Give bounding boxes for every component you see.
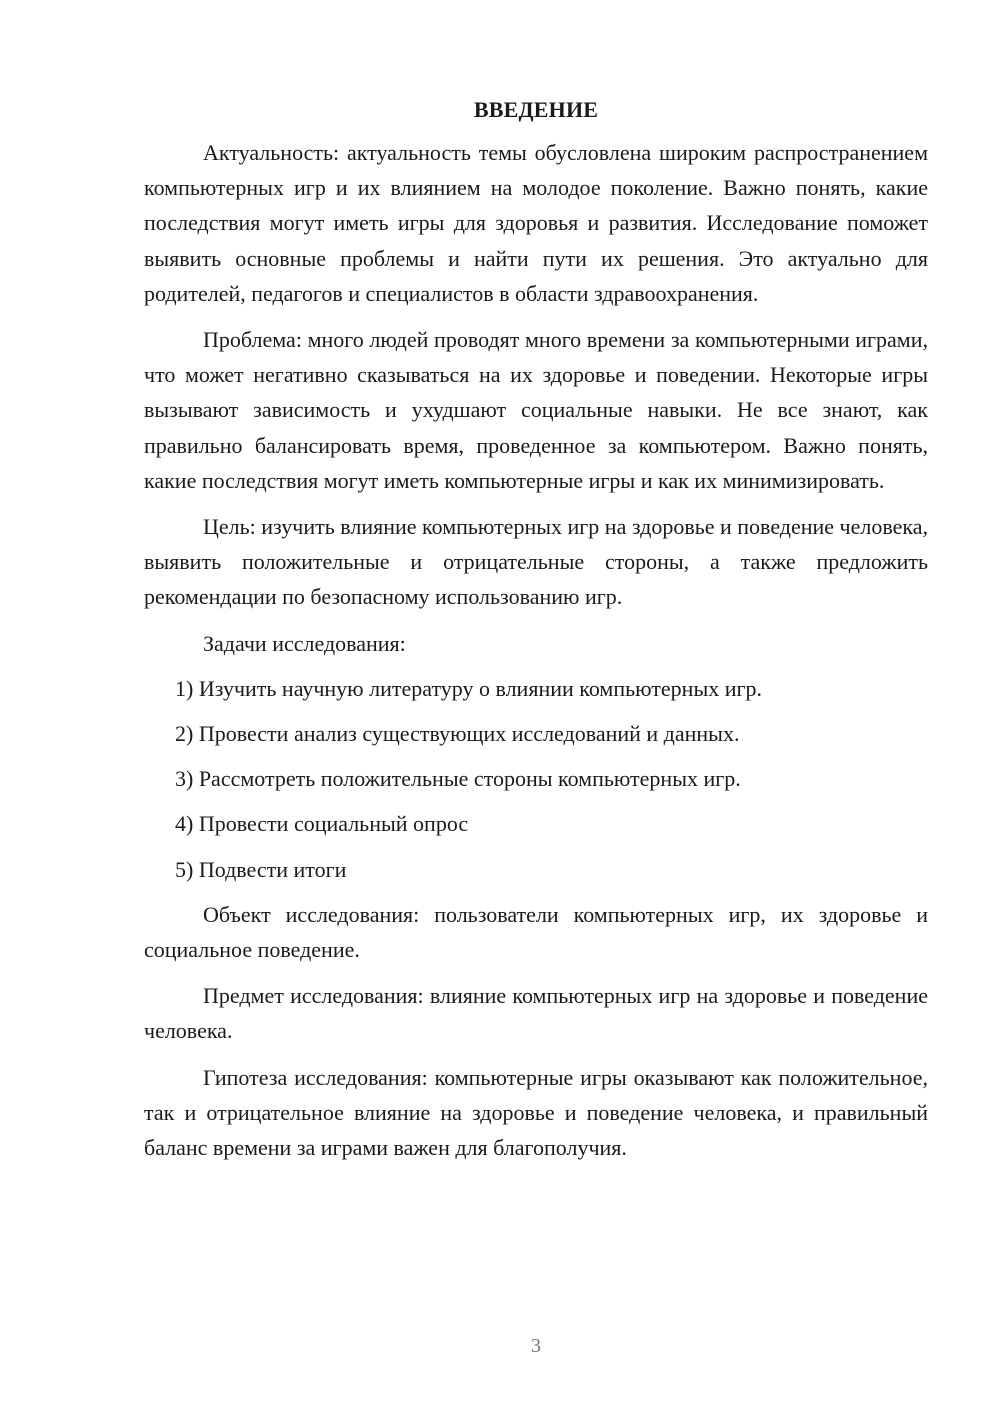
tasks-list — [144, 671, 928, 887]
task-item: 1) Изучить научную литературу о влиянии компьютерных игр. — [175, 675, 763, 701]
paragraph-object: Объект исследования: пользователи компьютерных игр, их здоровье и социальное поведение. — [144, 901, 928, 963]
paragraph-hypothesis: Гипотеза исследования: компьютерные игры оказывают как положительное, так и отрицательное влияние на здоровье и поведение человека, и правильный баланс времени за играми важен для благополучия. — [144, 1064, 928, 1161]
paragraph-subject: Предмет исследования: влияние компьютерных игр на здоровье и поведение человека. — [144, 983, 928, 1044]
section-title: ВВЕДЕНИЕ — [473, 97, 599, 122]
tasks-heading: Задачи исследования: — [203, 630, 406, 656]
paragraph-relevance: Актуальность: актуальность темы обусловлена широким распространением компьютерных игр и их влиянием на молодое поколение. Важно понять, какие последствия могут иметь игры для здоровья и развития. Исследование поможет выявить основные проблемы и найти пути их решения. Это актуально для родителей, педагогов и специалистов в области здравоохранения. — [144, 140, 928, 306]
document-page — [144, 92, 928, 1176]
page-number: 3 — [531, 1335, 541, 1357]
task-item: 2) Провести анализ существующих исследований и данных. — [175, 721, 740, 747]
task-item: 4) Провести социальный опрос — [175, 811, 469, 837]
task-item: 3) Рассмотреть положительные стороны компьютерных игр. — [175, 766, 741, 792]
task-item: 5) Подвести итоги — [175, 856, 347, 882]
paragraph-goal: Цель: изучить влияние компьютерных игр на здоровье и поведение человека, выявить положительные и отрицательные стороны, а также предложить рекомендации по безопасному использованию игр. — [144, 514, 929, 610]
paragraph-problem: Проблема: много людей проводят много времени за компьютерными играми, что может негативно сказываться на их здоровье и поведении. Некоторые игры вызывают зависимость и ухудшают социальные навыки. Не все знают, как правильно балансировать время, проведенное за компьютером. Важно понять, какие последствия могут иметь компьютерные игры и как их минимизировать. — [144, 327, 928, 493]
